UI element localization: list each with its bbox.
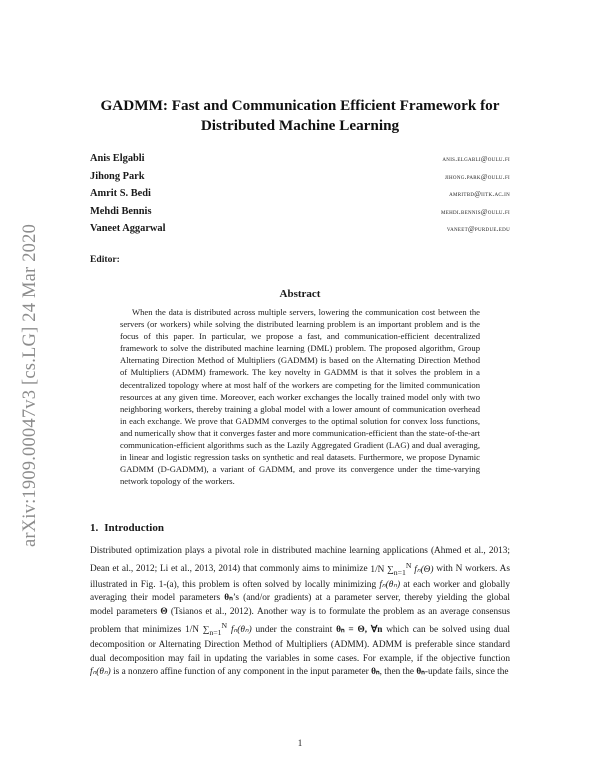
math-inline: fₙ(θₙ) [90, 667, 111, 678]
math-superscript: N [405, 560, 412, 570]
arxiv-side-stamp [20, 200, 42, 570]
math-function: fₙ(Θ) [411, 564, 434, 575]
math-inline: fₙ(θₙ) [379, 579, 401, 590]
author-name: Mehdi Bennis [90, 205, 152, 217]
author-email: amritbd@iitk.ac.in [449, 190, 510, 198]
intro-text: ’s (and/or gradients) at a parameter server, thereby yielding the global model parameters [90, 593, 510, 617]
abstract-text: When the data is distributed across multiple servers, lowering the communication cost between the servers (or workers) while solving the distributed learning problem is an important problem and is the focus of this paper. In particular, we propose a fast, and communication-efficient decentralized framework to solve the distributed machine learning (DML) problem. The proposed algorithm, Group Alternating Direction Method of Multipliers (GADMM) is based on the Alternating Direction Method of Multipliers (ADMM) framework. The key novelty in GADMM is that it solves the problem in a decentralized topology where at most half of the workers are competing for the limited communication resources at any given time. Moreover, each worker exchanges the locally trained model only with two neighboring workers, thereby training a global model with a lower amount of communication overhead in each exchange. We prove that GADMM converges to the optimal solution for convex loss functions, and numerically show that it converges faster and more communication-efficient than the state-of-the-art communication-efficient algorithms such as the Lazily Aggregated Gradient (LAG) and dual averaging, in linear and logistic regression tasks on synthetic and real datasets. Furthermore, we propose Dynamic GADMM (D-GADMM), a variant of GADMM, and prove its convergence under the time-varying network topology of the workers. [120, 307, 481, 487]
math-fraction: 1/N ∑ [185, 625, 210, 636]
math-sum [185, 620, 252, 637]
author-email: vaneet@purdue.edu [446, 225, 510, 233]
author-list [90, 153, 510, 241]
math-subscript: n=1 [393, 567, 406, 577]
paper-title: GADMM: Fast and Communication Efficient Framework for Distributed Machine Learning [100, 97, 500, 134]
intro-text: , then the [379, 667, 417, 678]
intro-text: -update fails, since the [424, 667, 509, 678]
section-title: Introduction [104, 522, 164, 534]
math-inline: θₙ [371, 667, 380, 678]
author-name: Jihong Park [90, 170, 145, 182]
editor-label: Editor: [90, 254, 120, 265]
intro-text: (Tsianos et al., 2012). Another way is to formulate the problem as an average consensus problem that minimizes [90, 606, 510, 636]
author-name: Vaneet Aggarwal [90, 223, 166, 234]
introduction-paragraph [90, 545, 510, 680]
author-name: Amrit S. Bedi [90, 188, 151, 199]
intro-text: Distributed optimization plays a pivotal role in distributed machine learning applications (Ahmed et al., 2013; Dean et al., 2012; Li et al., 2013, 2014) that commonly aims to minimize [90, 546, 510, 575]
intro-text: at each worker and globally averaging their model parameters [90, 579, 510, 604]
author-row [90, 206, 510, 224]
math-fraction: 1/N ∑ [370, 564, 394, 575]
author-row [90, 171, 510, 189]
math-superscript: N [221, 620, 228, 630]
math-inline: θₙ [224, 593, 233, 604]
math-subscript: n=1 [209, 627, 222, 637]
math-sum [370, 560, 434, 577]
intro-text: which can be solved using dual decomposition or Alternating Direction Method of Multipliers (ADMM). ADMM is preferable since standard dual decomposition may fail in updating the variables in some cases. For example, if the objective function [90, 625, 510, 664]
intro-text: under the constraint [251, 625, 337, 636]
section-heading [90, 522, 164, 534]
author-row [90, 188, 510, 206]
author-email: anis.elgabli@oulu.fi [442, 155, 510, 163]
page-number: 1 [297, 738, 303, 748]
author-row [90, 153, 510, 171]
math-inline: θₙ = Θ, ∀n [336, 625, 383, 636]
math-inline: Θ [160, 606, 168, 617]
math-function: fₙ(θₙ) [227, 625, 252, 636]
intro-text: is a nonzero affine function of any component in the input parameter [110, 667, 372, 678]
author-email: jihong.park@oulu.fi [444, 172, 510, 181]
author-row [90, 223, 510, 241]
author-name: Anis Elgabli [90, 153, 145, 164]
math-inline: θₙ [416, 667, 425, 678]
arxiv-identifier: arXiv:1909.00047v3 [cs.LG] 24 Mar 2020 [20, 223, 41, 547]
author-email: mehdi.bennis@oulu.fi [441, 207, 510, 216]
intro-text: with N workers. As illustrated in Fig. 1-(a), this problem is often solved by locally minimizing [90, 564, 510, 590]
abstract-heading: Abstract [279, 288, 321, 300]
section-number: 1. [90, 522, 99, 534]
